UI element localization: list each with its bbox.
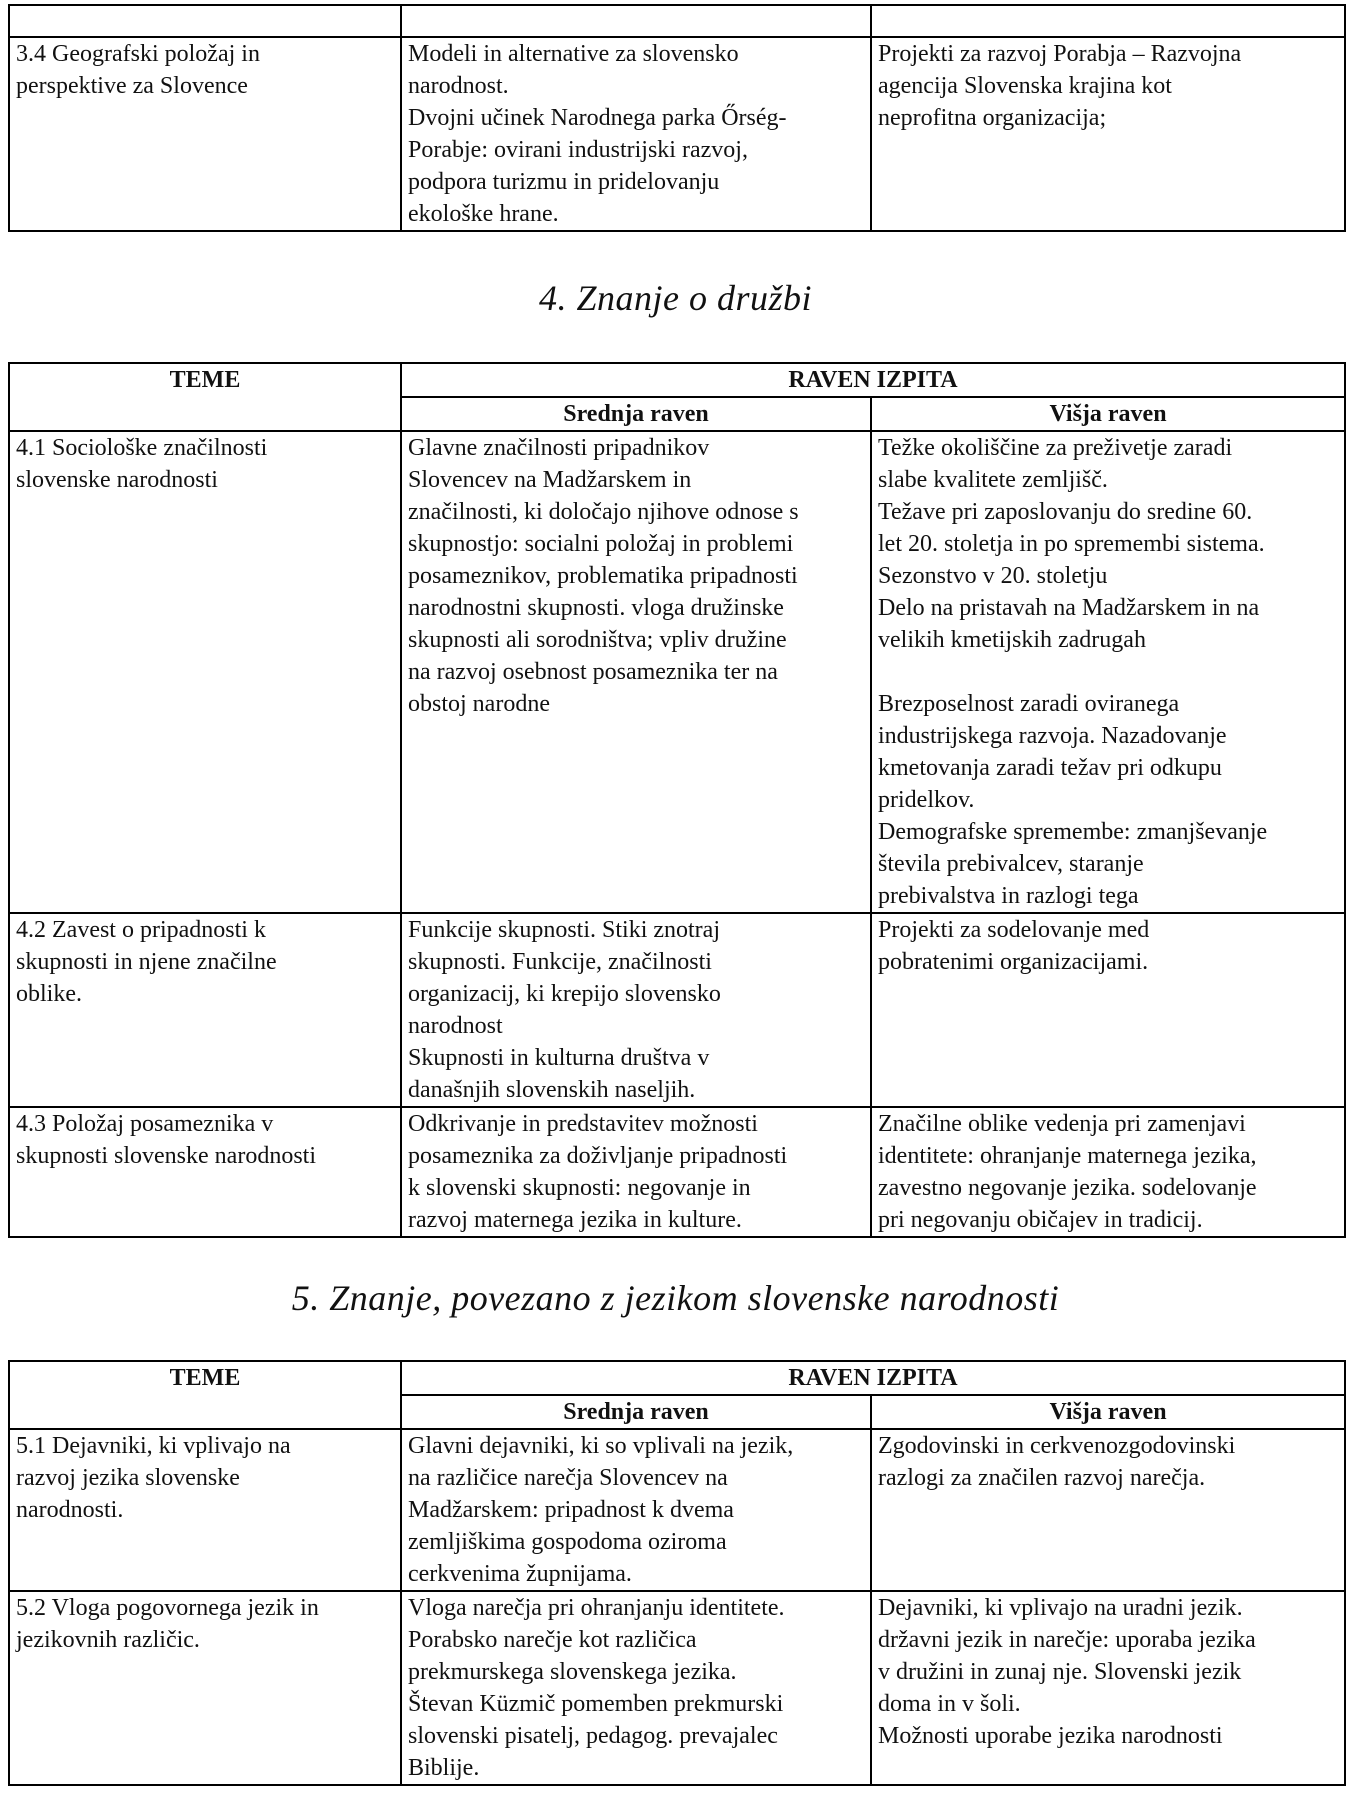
cell-text-line: narodnostni skupnosti. vloga družinske [408, 595, 784, 621]
section-4-table [8, 362, 1346, 1238]
theme-cell [9, 1591, 401, 1785]
cell-text-line: skupnosti. Funkcije, značilnosti [408, 949, 712, 975]
cell-text-line: narodnost. [408, 73, 509, 99]
cell-text-line: Projekti za sodelovanje med [878, 917, 1150, 943]
cell-text-line: zemljiškima gospodoma oziroma [408, 1529, 727, 1555]
higher-level-cell [871, 913, 1345, 1107]
cell-text-line: podpora turizmu in pridelovanju [408, 169, 720, 195]
cell-text-line: Vloga narečja pri ohranjanju identitete. [408, 1595, 785, 1621]
cell-text-line: števila prebivalcev, staranje [878, 851, 1144, 877]
cell-text-line: k slovenski skupnosti: negovanje in [408, 1175, 751, 1201]
raven-header: RAVEN IZPITA [401, 1361, 1345, 1395]
cell-text-line: skupnosti in njene značilne [16, 949, 277, 975]
cell-text-line: Slovencev na Madžarskem in [408, 467, 692, 493]
cell-text-line: Biblije. [408, 1755, 480, 1781]
table-row [9, 913, 1345, 1107]
empty-cell [9, 5, 401, 37]
cell-text-line: 3.4 Geografski položaj in [16, 41, 260, 67]
cell-text-line: državni jezik in narečje: uporaba jezika [878, 1627, 1256, 1653]
cell-text-line: 5.2 Vloga pogovornega jezik in [16, 1595, 319, 1621]
table-header-row [9, 363, 1345, 397]
table-row [9, 1429, 1345, 1591]
cell-text-line: industrijskega razvoja. Nazadovanje [878, 723, 1227, 749]
table-row [9, 1591, 1345, 1785]
cell-text-line: 4.2 Zavest o pripadnosti k [16, 917, 266, 943]
cell-text-line: današnjih slovenskih naseljih. [408, 1077, 696, 1103]
cell-text-line: posameznika za doživljanje pripadnosti [408, 1143, 788, 1169]
cell-text-line: posameznikov, problematika pripadnosti [408, 563, 798, 589]
middle-level-cell [401, 1429, 871, 1591]
cell-text-line: Delo na pristavah na Madžarskem in na [878, 595, 1260, 621]
cell-text-line: Brezposelnost zaradi oviranega [878, 691, 1180, 717]
middle-level-cell [401, 1591, 871, 1785]
cell-text-line: Dvojni učinek Narodnega parka Őrség- [408, 105, 787, 131]
cell-text-line: kmetovanja zaradi težav pri odkupu [878, 755, 1222, 781]
theme-cell [9, 37, 401, 231]
cell-text-line: Madžarskem: pripadnost k dvema [408, 1497, 734, 1523]
cell-text-line: skupnostjo: socialni položaj in problemi [408, 531, 794, 557]
cell-text-line: na razvoj osebnost posameznika ter na [408, 659, 778, 685]
cell-text-line: Težave pri zaposlovanju do sredine 60. [878, 499, 1253, 525]
cell-text-line: 4.3 Položaj posameznika v [16, 1111, 274, 1137]
cell-text-line: razlogi za značilen razvoj narečja. [878, 1465, 1206, 1491]
cell-text-line: Porabje: ovirani industrijski razvoj, [408, 137, 748, 163]
higher-level-cell [871, 1107, 1345, 1237]
srednja-header: Srednja raven [401, 397, 871, 431]
section-title: 4. Znanje o družbi [538, 278, 813, 318]
cell-text-line: identitete: ohranjanje maternega jezika, [878, 1143, 1257, 1169]
cell-text-line: narodnost [408, 1013, 503, 1039]
cell-text-line: oblike. [16, 981, 82, 1007]
teme-header: TEME [9, 1361, 401, 1429]
cell-text-line: doma in v šoli. [878, 1691, 1021, 1717]
empty-cell [401, 5, 871, 37]
cell-text-line: Modeli in alternative za slovensko [408, 41, 739, 67]
cell-text-line: prebivalstva in razlogi tega [878, 883, 1139, 909]
higher-level-cell [871, 37, 1345, 231]
theme-cell [9, 913, 401, 1107]
cell-text-line: pobratenimi organizacijami. [878, 949, 1149, 975]
cell-text-line: obstoj narodne [408, 691, 550, 717]
table-row [9, 1107, 1345, 1237]
middle-level-cell [401, 37, 871, 231]
cell-text-line: zavestno negovanje jezika. sodelovanje [878, 1175, 1257, 1201]
cell-text-line: skupnosti slovenske narodnosti [16, 1143, 316, 1169]
cell-text-line: 5.1 Dejavniki, ki vplivajo na [16, 1433, 291, 1459]
cell-text-line: Glavne značilnosti pripadnikov [408, 435, 710, 461]
continued-table [8, 4, 1346, 232]
cell-text-line: jezikovnih različic. [16, 1627, 200, 1653]
cell-text-line: značilnosti, ki določajo njihove odnose s [408, 499, 799, 525]
cell-text-line: Porabsko narečje kot različica [408, 1627, 697, 1653]
section-5-table [8, 1360, 1346, 1786]
cell-text-line: Glavni dejavniki, ki so vplivali na jezik, [408, 1433, 794, 1459]
cell-text-line: Števan Küzmič pomemben prekmurski [408, 1691, 784, 1717]
higher-level-cell [871, 1429, 1345, 1591]
higher-level-cell [871, 431, 1345, 913]
cell-text-line: Odkrivanje in predstavitev možnosti [408, 1111, 758, 1137]
theme-cell [9, 1107, 401, 1237]
higher-level-cell [871, 1591, 1345, 1785]
cell-text-line: ekološke hrane. [408, 201, 559, 227]
cell-text-line: Demografske spremembe: zmanjševanje [878, 819, 1268, 845]
cell-text-line: Težke okoliščine za preživetje zaradi [878, 435, 1233, 461]
blank-line [878, 656, 1338, 688]
cell-text-line: Projekti za razvoj Porabja – Razvojna [878, 41, 1242, 67]
theme-cell [9, 431, 401, 913]
cell-text-line: slabe kvalitete zemljišč. [878, 467, 1108, 493]
cell-text-line: skupnosti ali sorodništva; vpliv družine [408, 627, 787, 653]
cell-text-line: cerkvenima župnijama. [408, 1561, 632, 1587]
visja-header: Višja raven [871, 1395, 1345, 1429]
cell-text-line: neprofitna organizacija; [878, 105, 1107, 131]
cell-text-line: razvoj jezika slovenske [16, 1465, 240, 1491]
raven-header: RAVEN IZPITA [401, 363, 1345, 397]
table-row [9, 37, 1345, 231]
cell-text-line: pri negovanju običajev in tradicij. [878, 1207, 1203, 1233]
cell-text-line: narodnosti. [16, 1497, 124, 1523]
cell-text-line: prekmurskega slovenskega jezika. [408, 1659, 737, 1685]
cell-text-line: perspektive za Slovence [16, 73, 248, 99]
visja-header: Višja raven [871, 397, 1345, 431]
cell-text-line: Sezonstvo v 20. stoletju [878, 563, 1108, 589]
cell-text-line: agencija Slovenska krajina kot [878, 73, 1172, 99]
section-title: 5. Znanje, povezano z jezikom slovenske narodnosti [291, 1278, 1060, 1318]
table-row-empty [9, 5, 1345, 37]
middle-level-cell [401, 913, 871, 1107]
table-header-row [9, 1361, 1345, 1395]
cell-text-line: razvoj maternega jezika in kulture. [408, 1207, 742, 1233]
cell-text-line: slovenske narodnosti [16, 467, 218, 493]
cell-text-line: pridelkov. [878, 787, 975, 813]
teme-header: TEME [9, 363, 401, 431]
cell-text-line: Funkcije skupnosti. Stiki znotraj [408, 917, 720, 943]
empty-cell [871, 5, 1345, 37]
cell-text-line: v družini in zunaj nje. Slovenski jezik [878, 1659, 1242, 1685]
cell-text-line: organizacij, ki krepijo slovensko [408, 981, 721, 1007]
cell-text-line: na različice narečja Slovencev na [408, 1465, 728, 1491]
cell-text-line: slovenski pisatelj, pedagog. prevajalec [408, 1723, 778, 1749]
cell-text-line: Značilne oblike vedenja pri zamenjavi [878, 1111, 1246, 1137]
middle-level-cell [401, 1107, 871, 1237]
srednja-header: Srednja raven [401, 1395, 871, 1429]
cell-text-line: Skupnosti in kulturna društva v [408, 1045, 710, 1071]
table-row [9, 431, 1345, 913]
cell-text-line: Dejavniki, ki vplivajo na uradni jezik. [878, 1595, 1243, 1621]
middle-level-cell [401, 431, 871, 913]
cell-text-line: velikih kmetijskih zadrugah [878, 627, 1146, 653]
cell-text-line: Zgodovinski in cerkvenozgodovinski [878, 1433, 1236, 1459]
cell-text-line: Možnosti uporabe jezika narodnosti [878, 1723, 1223, 1749]
cell-text-line: 4.1 Sociološke značilnosti [16, 435, 268, 461]
theme-cell [9, 1429, 401, 1591]
cell-text-line: let 20. stoletja in po spremembi sistema. [878, 531, 1265, 557]
